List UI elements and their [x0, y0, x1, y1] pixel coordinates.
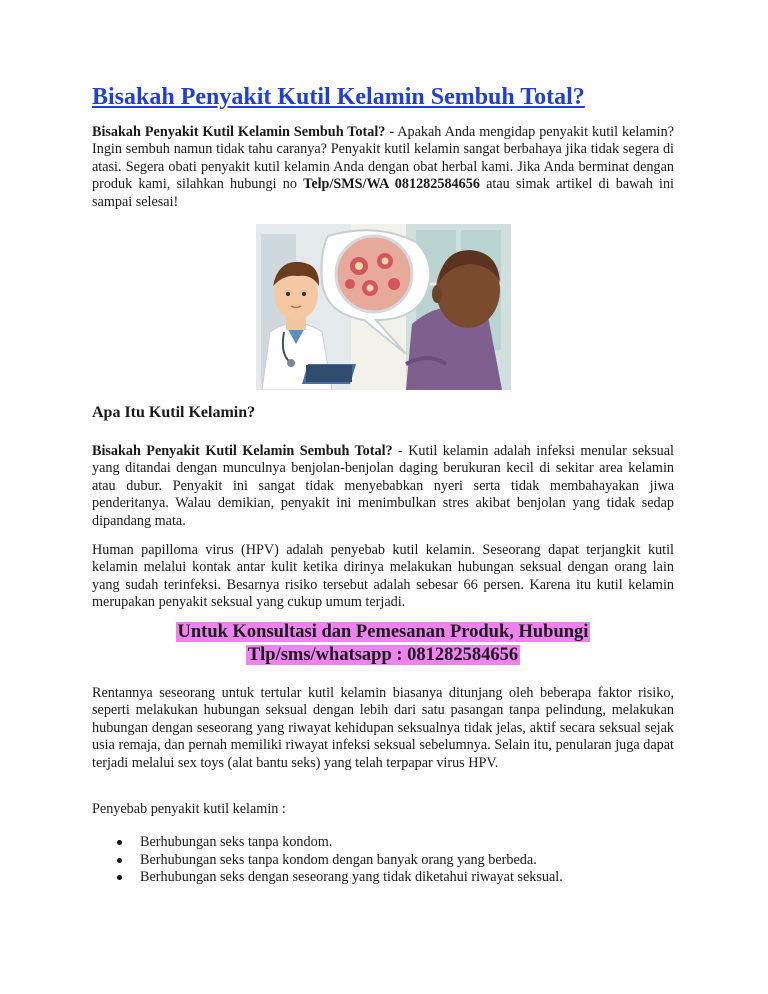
causes-intro: Penyebab penyakit kutil kelamin : — [92, 801, 286, 817]
article-title-link[interactable]: Bisakah Penyakit Kutil Kelamin Sembuh Total? — [92, 84, 585, 110]
cause-text: Berhubungan seks tanpa kondom dengan banyak orang yang berbeda. — [140, 851, 537, 868]
cause-text: Berhubungan seks tanpa kondom. — [140, 834, 333, 850]
bullet-icon — [117, 858, 122, 863]
list-item — [140, 869, 563, 887]
intro-contact: Telp/SMS/WA 081282584656 — [303, 176, 480, 193]
bullet-icon — [117, 875, 122, 880]
causes-list — [140, 834, 563, 887]
risk-factors-paragraph: Rentannya seseorang untuk tertular kutil kelamin biasanya ditunjang oleh beberapa faktor risiko, seperti melakukan hubungan seksual dengan lebih dari satu pasangan tanpa pelindung, melakukan hubungan dengan seseorang yang riwayat kehidupan seksualnya tidak jelas, aktif secara seksual sejak usia remaja, dan pernah memiliki riwayat infeksi seksual sebelumnya. Selain itu, penularan juga dapat terjadi melalui sex toys (alat bantu seks) yang telah terpapar virus HPV. — [92, 685, 674, 771]
cause-text: Berhubungan seks dengan seseorang yang tidak diketahui riwayat seksual. — [140, 869, 563, 885]
definition-text: - Kutil kelamin adalah infeksi menular seksual yang ditandai dengan munculnya benjolan-benjolan daging berukuran kecil di sekitar area kelamin atau dubur. Penyakit ini sangat tidak menyebabkan nyeri serta tidak membahayakan jiwa penderitanya. Walau demikian, penyakit ini menimbulkan stres akibat benjolan yang tidak sedap dipandang mata. — [92, 443, 674, 529]
section-heading: Apa Itu Kutil Kelamin? — [92, 404, 256, 421]
definition-lead: Bisakah Penyakit Kutil Kelamin Sembuh Total? — [92, 443, 393, 459]
contact-callout — [92, 621, 674, 667]
hpv-paragraph: Human papilloma virus (HPV) adalah penyebab kutil kelamin. Seseorang dapat terjangkit kutil kelamin melalui kontak antar kulit ketika dirinya melakukan hubungan seksual dengan orang lain yang sudah terinfeksi. Besarnya risiko tersebut adalah sebesar 66 persen. Karena itu kutil kelamin merupakan penyakit seksual yang cukup umum terjadi. — [92, 542, 674, 611]
contact-callout-line1: Untuk Konsultasi dan Pemesanan Produk, Hubungi — [177, 622, 589, 642]
list-item — [140, 852, 563, 870]
bullet-icon — [117, 840, 122, 845]
list-item — [140, 834, 563, 852]
definition-paragraph — [92, 443, 674, 530]
intro-lead: Bisakah Penyakit Kutil Kelamin Sembuh Total? - — [92, 124, 395, 140]
contact-callout-line2: Tlp/sms/whatsapp : 081282584656 — [247, 645, 519, 665]
intro-tail: atau simak artikel di bawah ini sampai selesai! — [92, 176, 674, 210]
intro-text: Apakah Anda mengidap penyakit kutil kelamin? Ingin sembuh namun tidak tahu caranya? Penyakit kutil kelamin sangat berbahaya jika tidak segera di atasi. Segera obati penyakit kutil kelamin Anda dengan obat herbal kami. Jika Anda berminat dengan produk kami, silahkan hubungi no — [92, 124, 674, 193]
doctor-patient-illustration — [256, 224, 511, 390]
intro-paragraph — [92, 124, 674, 211]
